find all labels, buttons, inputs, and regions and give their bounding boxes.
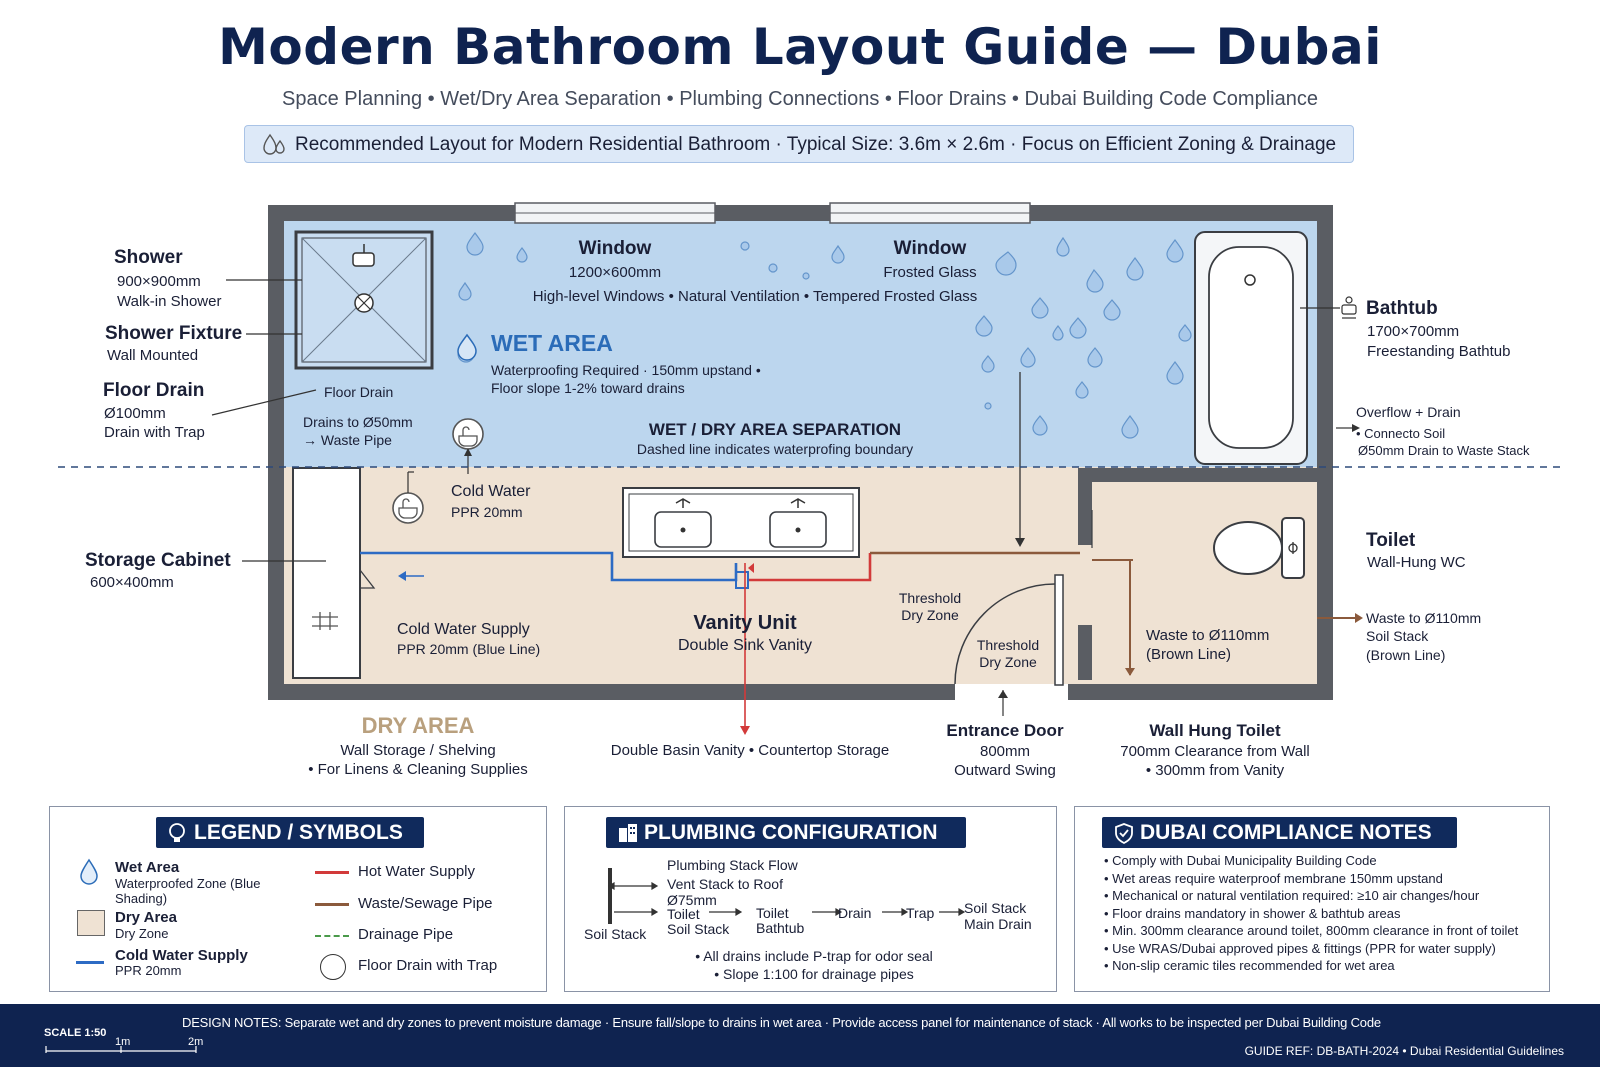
waste-in-2: (Brown Line): [1146, 646, 1232, 663]
bathtub-size: 1700×700mm: [1367, 323, 1460, 340]
info-banner: Recommended Layout for Modern Residential Bathroom · Typical Size: 3.6m × 2.6m · Focus on Efficient Zoning & Drainage: [244, 125, 1354, 163]
plumbing-main-1: Soil Stack: [964, 900, 1027, 916]
windows-note: High-level Windows • Natural Ventilation • Tempered Frosted Glass: [532, 288, 978, 305]
dry-area-line2: • For Linens & Cleaning Supplies: [308, 761, 528, 778]
waste-in-1: Waste to Ø110mm: [1146, 627, 1270, 644]
entrance-door-title: Entrance Door: [946, 721, 1064, 740]
waste-swatch: [315, 903, 349, 906]
legend-waste: Waste/Sewage Pipe: [358, 895, 493, 912]
faucet-icon: [453, 419, 483, 449]
legend-wet-title: Wet Area: [115, 859, 180, 876]
wet-area-droplet-icon: [78, 858, 100, 886]
design-notes: DESIGN NOTES: Separate wet and dry zones to prevent moisture damage · Ensure fall/slope to drains in wet area · Provide access panel for maintenance of stack · All works to be inspected per Dubai Building Code: [182, 1015, 1381, 1030]
shield-icon: [1114, 822, 1134, 844]
drainage-swatch: [315, 935, 349, 937]
wall-hung-title: Wall Hung Toilet: [1149, 721, 1281, 740]
window-2-detail: Frosted Glass: [883, 264, 977, 281]
compliance-item: • Floor drains mandatory in shower & bathtub areas: [1104, 905, 1401, 921]
legend-wet-line2: Shading): [115, 891, 168, 906]
scale-label: SCALE 1:50: [44, 1027, 107, 1039]
compliance-item: • Wet areas require waterproof membrane 150mm upstand: [1104, 870, 1443, 886]
window-1-size: 1200×600mm: [568, 264, 662, 281]
overflow-detail-1: • Connecto Soil: [1356, 426, 1446, 441]
waste-right-1: Waste to Ø110mm: [1366, 610, 1482, 626]
plumbing-note-1: • All drains include P-trap for odor seal: [695, 948, 933, 964]
floor-drain-symbol: [320, 954, 346, 980]
compliance-item: • Use WRAS/Dubai approved pipes & fittings (PPR for water supply): [1104, 940, 1496, 956]
wet-area-line2: Floor slope 1-2% toward drains: [491, 380, 685, 396]
dry-area-swatch: [77, 910, 105, 936]
compliance-item: • Comply with Dubai Municipality Building Code: [1104, 853, 1377, 868]
threshold-2a: Threshold: [976, 637, 1040, 653]
plumbing-note-2: • Slope 1:100 for drainage pipes: [714, 966, 914, 982]
bathtub-title: Bathtub: [1366, 298, 1438, 319]
storage-cabinet: [293, 468, 360, 678]
separation-detail: Dashed line indicates waterprofing boundary: [636, 441, 914, 457]
vanity-storage-note: Double Basin Vanity • Countertop Storage: [610, 742, 890, 759]
overflow-detail-2: Ø50mm Drain to Waste Stack: [1358, 443, 1530, 458]
window-2-title: Window: [893, 238, 967, 259]
drains-to-2: → Waste Pipe: [303, 432, 392, 448]
plumbing-vent: Vent Stack to Roof: [667, 876, 783, 892]
compliance-item: • Non-slip ceramic tiles recommended for wet area: [1104, 958, 1395, 973]
plumbing-title: PLUMBING CONFIGURATION: [606, 817, 966, 848]
entrance-door-opening: [955, 684, 1068, 702]
waste-right-2: Soil Stack: [1366, 628, 1429, 644]
cold-supply-title: Cold Water Supply: [397, 621, 530, 638]
wet-area-title: WET AREA: [491, 330, 613, 356]
floor-drain-title: Floor Drain: [103, 380, 205, 401]
separation-title: WET / DRY AREA SEPARATION: [648, 420, 902, 439]
compliance-item: • Mechanical or natural ventilation required: ≥10 air changes/hour: [1104, 888, 1480, 903]
bathtub-small-icon: [1342, 297, 1356, 318]
plumbing-toilet-2: Toilet: [756, 905, 789, 921]
plumbing-flow-diagram: [564, 806, 1057, 992]
shower-head-icon: [353, 253, 374, 266]
threshold-1b: Dry Zone: [901, 607, 959, 623]
waste-right-3: (Brown Line): [1366, 647, 1446, 663]
toilet-type: Wall-Hung WC: [1367, 554, 1466, 571]
wet-area-line1: Waterproofing Required · 150mm upstand •: [491, 362, 761, 378]
legend-wet-line1: Waterproofed Zone (Blue: [115, 876, 261, 891]
legend-floor-drain: Floor Drain with Trap: [358, 957, 498, 974]
bulb-icon: [167, 822, 187, 844]
cold-water-size: PPR 20mm: [451, 504, 523, 520]
legend-dry-title: Dry Area: [115, 909, 177, 926]
drains-to-1: Drains to Ø50mm: [303, 414, 413, 430]
scale-2m: 2m: [188, 1036, 204, 1048]
legend-title: LEGEND / SYMBOLS: [156, 817, 424, 848]
plumbing-toilet: Toilet: [667, 906, 700, 922]
shower-callout-title: Shower: [114, 247, 183, 268]
plumbing-soil-stack-left: Soil Stack: [584, 926, 647, 942]
scale-1m: 1m: [115, 1036, 131, 1048]
wall-hung-line2: • 300mm from Vanity: [1145, 762, 1285, 779]
guide-ref: GUIDE REF: DB-BATH-2024 • Dubai Residential Guidelines: [1244, 1044, 1564, 1058]
toilet-title: Toilet: [1366, 530, 1416, 551]
legend-dry-line1: Dry Zone: [115, 926, 169, 941]
dry-area-title: DRY AREA: [361, 713, 475, 738]
legend-cold-title: Cold Water Supply: [115, 947, 248, 964]
compliance-item: • Min. 300mm clearance around toilet, 800mm clearance in front of toilet: [1104, 923, 1519, 938]
floor-drain-label: Floor Drain: [324, 384, 394, 400]
vanity-title: Vanity Unit: [693, 612, 797, 634]
plumbing-drain: Drain: [838, 905, 872, 921]
page-subtitle: Space Planning • Wet/Dry Area Separation • Plumbing Connections • Floor Drains • Dubai Building Code Compliance: [282, 88, 1318, 110]
wall-hung-line1: 700mm Clearance from Wall: [1120, 743, 1310, 760]
plumbing-soil-stack: Soil Stack: [667, 921, 730, 937]
storage-cabinet-size: 600×400mm: [90, 574, 174, 591]
floor-drain-detail: Drain with Trap: [104, 424, 205, 441]
plumbing-flow-title: Plumbing Stack Flow: [667, 857, 798, 873]
vanity-detail: Double Sink Vanity: [678, 637, 812, 654]
entrance-door-swing: Outward Swing: [954, 762, 1056, 779]
plumbing-bathtub: Bathtub: [756, 920, 805, 936]
legend-drainage: Drainage Pipe: [358, 926, 454, 943]
shower-fixture-title: Shower Fixture: [105, 323, 243, 344]
threshold-2b: Dry Zone: [979, 654, 1037, 670]
compliance-title: DUBAI COMPLIANCE NOTES: [1102, 817, 1457, 848]
bathtub-type: Freestanding Bathtub: [1367, 343, 1511, 360]
page-title: Modern Bathroom Layout Guide — Dubai: [218, 18, 1382, 76]
shower-fixture-detail: Wall Mounted: [107, 347, 199, 364]
plumbing-trap: Trap: [906, 905, 935, 921]
legend-hot: Hot Water Supply: [358, 863, 475, 880]
entrance-door-width: 800mm: [979, 743, 1031, 760]
threshold-1a: Threshold: [898, 590, 962, 606]
shower-size: 900×900mm: [117, 273, 201, 290]
cold-water-swatch: [76, 961, 104, 964]
hot-water-swatch: [315, 871, 349, 874]
window-1-title: Window: [578, 238, 652, 259]
cold-supply-detail: PPR 20mm (Blue Line): [397, 641, 541, 657]
storage-cabinet-title: Storage Cabinet: [85, 550, 231, 571]
plumbing-main-2: Main Drain: [964, 916, 1032, 932]
dry-area-line1: Wall Storage / Shelving: [340, 742, 496, 759]
overflow-title: Overflow + Drain: [1356, 404, 1461, 420]
toilet-icon: [1214, 518, 1304, 578]
floor-drain-size: Ø100mm: [104, 405, 166, 422]
cold-water-title: Cold Water: [451, 483, 531, 500]
plumbing-vent-size: Ø75mm: [667, 892, 717, 908]
legend-cold-line1: PPR 20mm: [115, 963, 182, 978]
compliance-list: [1104, 852, 1518, 975]
shower-type: Walk-in Shower: [117, 293, 222, 310]
